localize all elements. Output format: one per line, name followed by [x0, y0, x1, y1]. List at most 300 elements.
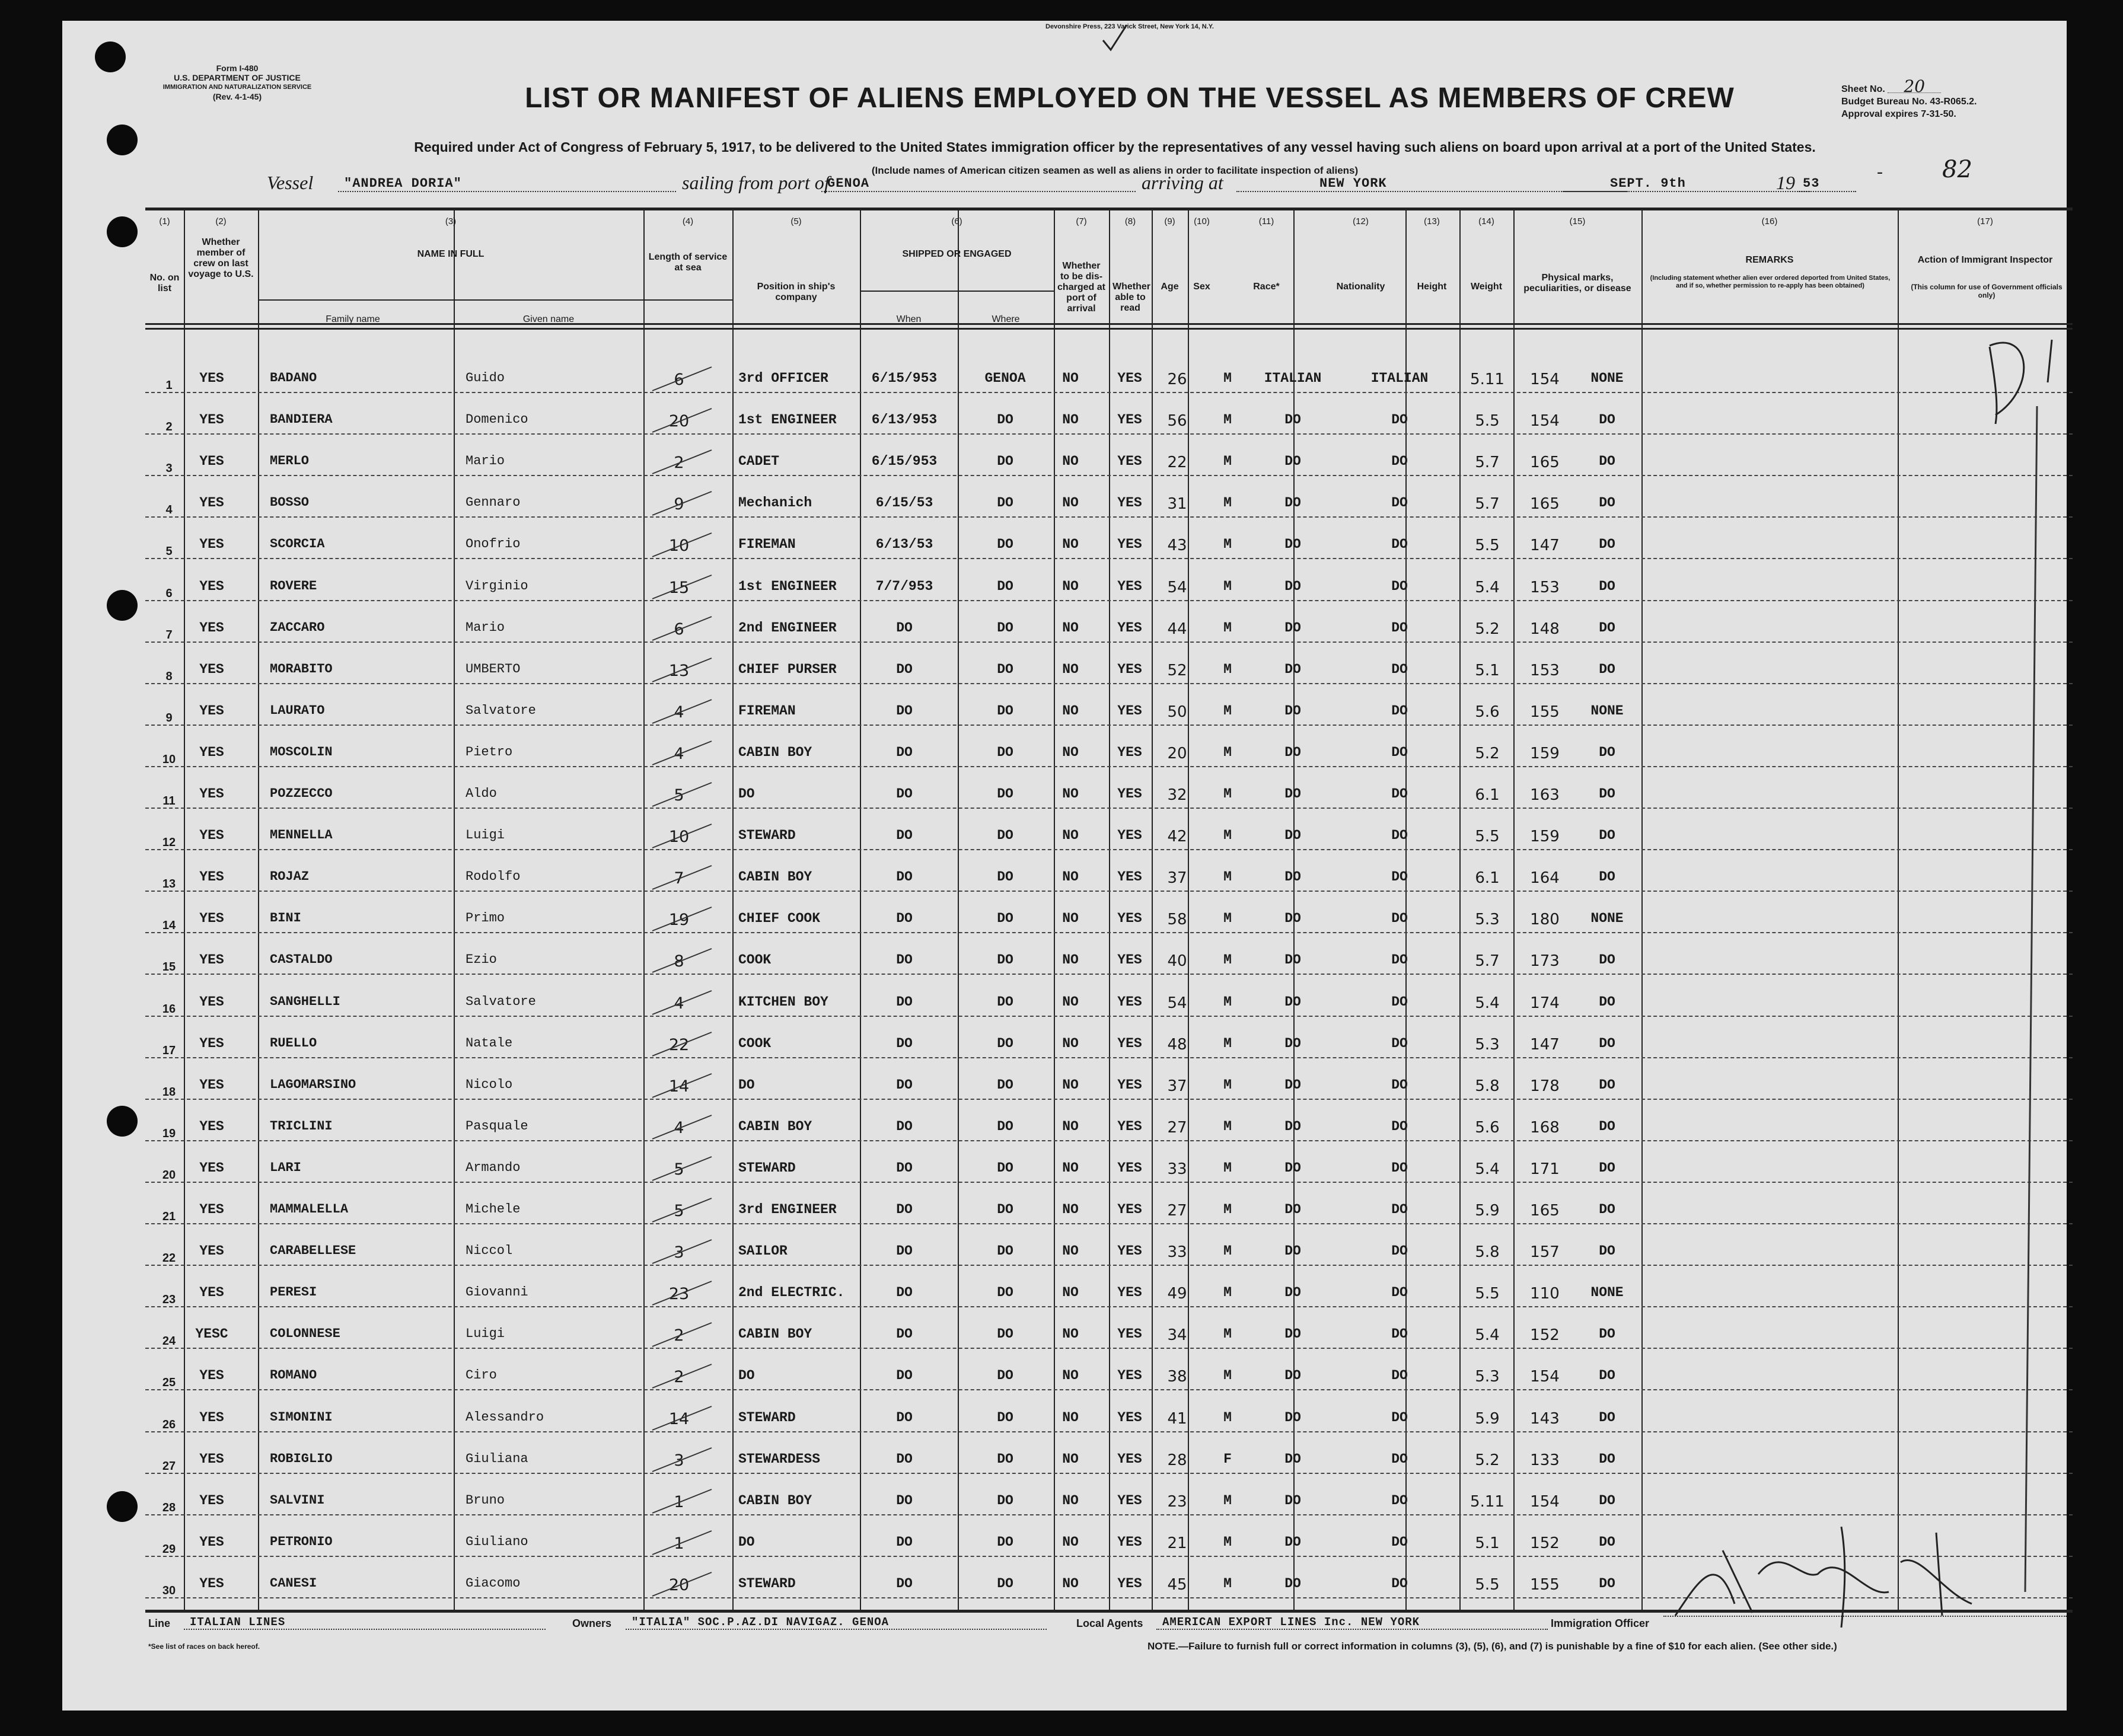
row-separator: [145, 1265, 2073, 1266]
row-number: 28: [162, 1501, 176, 1514]
sheet-info: [1841, 76, 2037, 120]
shipped-when: DO: [896, 620, 913, 636]
service-length: 7: [674, 869, 684, 888]
nationality: DO: [1391, 869, 1408, 885]
year-field: 53: [1797, 176, 1856, 192]
sex: M: [1223, 1326, 1232, 1342]
age: 33: [1167, 1243, 1187, 1261]
position: 3rd ENGINEER: [738, 1202, 837, 1217]
service-tally-mark: [646, 821, 718, 850]
service-length: 14: [668, 1077, 690, 1096]
service-length: 2: [674, 454, 684, 472]
race: DO: [1284, 1285, 1301, 1300]
given-name: Armando: [466, 1160, 521, 1175]
shipped-where: DO: [997, 911, 1013, 926]
shipped-when: DO: [896, 828, 913, 843]
shipped-where: DO: [997, 495, 1013, 510]
shipped-where: DO: [997, 454, 1013, 469]
height: 5.9: [1475, 1202, 1500, 1220]
year-prefix: 19: [1776, 172, 1795, 193]
shipped-where: DO: [997, 869, 1013, 885]
service-length: 5: [674, 1202, 684, 1220]
crew-last-voyage: YES: [199, 579, 224, 594]
vessel-label: Vessel: [267, 172, 314, 193]
age: 50: [1167, 703, 1187, 721]
age: 32: [1167, 786, 1187, 804]
physical-marks: DO: [1599, 1576, 1615, 1591]
nationality: DO: [1391, 952, 1408, 968]
weight: 110: [1530, 1285, 1560, 1303]
nationality: DO: [1391, 495, 1408, 510]
family-name: ROJAZ: [270, 869, 310, 884]
sex: M: [1223, 869, 1232, 885]
weight: 165: [1530, 495, 1560, 513]
service-length: 10: [668, 537, 690, 555]
position: CABIN BOY: [738, 1326, 812, 1342]
physical-marks: NONE: [1590, 911, 1624, 926]
service-length: 13: [668, 662, 690, 680]
row-number: 30: [162, 1584, 176, 1597]
column-number: (4): [682, 216, 694, 226]
crew-last-voyage: YES: [199, 412, 224, 427]
given-name: Rodolfo: [466, 869, 521, 884]
agents-label: Local Agents: [1076, 1617, 1143, 1629]
arriving-label: arriving at: [1142, 172, 1223, 193]
race: DO: [1284, 745, 1301, 760]
age: 38: [1167, 1368, 1187, 1386]
height: 5.5: [1475, 828, 1500, 845]
crew-last-voyage: YES: [199, 1036, 224, 1051]
family-name: SCORCIA: [270, 537, 325, 551]
service-length: 10: [668, 828, 690, 846]
service-length: 3: [674, 1243, 684, 1262]
manifest-page: [62, 21, 2067, 1711]
physical-marks: DO: [1599, 620, 1615, 636]
column-header: Nationality: [1336, 282, 1385, 292]
physical-marks: NONE: [1590, 703, 1624, 719]
to-be-discharged: NO: [1062, 745, 1079, 760]
given-name: Guido: [466, 371, 505, 385]
nationality: DO: [1391, 1410, 1408, 1425]
line-label: Line: [148, 1617, 171, 1629]
height: 6.1: [1475, 786, 1500, 804]
shipped-where: GENOA: [984, 371, 1026, 386]
crew-last-voyage: YES: [199, 537, 224, 552]
family-name: LAURATO: [270, 703, 325, 718]
able-to-read: YES: [1117, 454, 1142, 469]
physical-marks: DO: [1599, 495, 1615, 510]
row-number: 26: [162, 1418, 176, 1431]
to-be-discharged: NO: [1062, 495, 1079, 510]
nationality: DO: [1391, 911, 1408, 926]
row-number: 2: [165, 420, 173, 433]
row-number: 22: [162, 1252, 176, 1265]
family-name: CASTALDO: [270, 952, 333, 967]
physical-marks: DO: [1599, 1036, 1615, 1051]
position: STEWARD: [738, 1410, 796, 1425]
service-length: 4: [674, 1119, 684, 1137]
service-tally-mark: [646, 696, 718, 726]
race: DO: [1284, 495, 1301, 510]
column-header: No. on list: [149, 273, 180, 293]
to-be-discharged: NO: [1062, 786, 1079, 802]
age: 34: [1167, 1326, 1187, 1344]
inspector-mark: [1924, 317, 2079, 1622]
position: 2nd ELECTRIC.: [738, 1285, 845, 1300]
row-number: 3: [165, 462, 173, 475]
given-name: Luigi: [466, 828, 505, 843]
to-be-discharged: NO: [1062, 1160, 1079, 1176]
nationality: DO: [1391, 1285, 1408, 1300]
column-header: NAME IN FULL: [417, 249, 484, 259]
physical-marks: DO: [1599, 745, 1615, 760]
service-tally-mark: [646, 1070, 718, 1100]
physical-marks: DO: [1599, 537, 1615, 552]
sex: M: [1223, 537, 1232, 552]
position: STEWARD: [738, 1160, 796, 1176]
row-separator: [145, 516, 2073, 518]
age: 27: [1167, 1202, 1187, 1220]
service-length: 15: [668, 579, 690, 597]
shipped-where: DO: [997, 1160, 1013, 1176]
owners-field: "ITALIA" SOC.P.AZ.DI NAVIGAZ. GENOA: [626, 1616, 1047, 1630]
height: 5.6: [1475, 703, 1500, 721]
column-number: (3): [445, 216, 457, 226]
position: CHIEF PURSER: [738, 662, 837, 677]
given-name: Giuliana: [466, 1451, 528, 1466]
weight: 174: [1530, 994, 1560, 1012]
shipped-when: DO: [896, 1160, 913, 1176]
shipped-where: DO: [997, 1410, 1013, 1425]
able-to-read: YES: [1117, 495, 1142, 510]
column-header: Physical marks, peculiarities, or disease: [1523, 273, 1631, 293]
height: 5.7: [1475, 454, 1500, 471]
crew-last-voyage: YES: [199, 1202, 224, 1217]
service-tally-mark: [646, 1486, 718, 1515]
to-be-discharged: NO: [1062, 412, 1079, 427]
service-tally-mark: [646, 572, 718, 601]
nationality: DO: [1391, 1202, 1408, 1217]
given-name: Giuliano: [466, 1534, 528, 1549]
given-name: Virginio: [466, 579, 528, 593]
sex: M: [1223, 1243, 1232, 1259]
sex: M: [1223, 911, 1232, 926]
position: DO: [738, 786, 755, 802]
service-tally-mark: [646, 488, 718, 518]
able-to-read: YES: [1117, 662, 1142, 677]
given-name: Pasquale: [466, 1119, 528, 1134]
age: 33: [1167, 1160, 1187, 1178]
family-name: LAGOMARSINO: [270, 1077, 356, 1092]
to-be-discharged: NO: [1062, 1326, 1079, 1342]
to-be-discharged: NO: [1062, 1119, 1079, 1134]
row-number: 13: [162, 877, 176, 891]
age: 27: [1167, 1119, 1187, 1137]
to-be-discharged: NO: [1062, 1410, 1079, 1425]
nationality: ITALIAN: [1370, 371, 1429, 386]
position: FIREMAN: [738, 703, 796, 719]
row-separator: [145, 1016, 2073, 1017]
physical-marks: DO: [1599, 1451, 1615, 1467]
able-to-read: YES: [1117, 703, 1142, 719]
race: DO: [1284, 786, 1301, 802]
given-name: Luigi: [466, 1326, 505, 1341]
position: 1st ENGINEER: [738, 579, 837, 594]
nationality: DO: [1391, 1036, 1408, 1051]
service-length: 6: [674, 620, 684, 639]
height: 5.4: [1475, 1160, 1500, 1178]
crew-last-voyage: YES: [199, 994, 224, 1010]
row-number: 21: [162, 1210, 176, 1223]
age: 56: [1167, 412, 1187, 430]
service-length: 1: [674, 1493, 684, 1511]
service-tally-mark: [646, 1153, 718, 1183]
shipped-when: DO: [896, 745, 913, 760]
physical-marks: DO: [1599, 828, 1615, 843]
sex: M: [1223, 952, 1232, 968]
row-separator: [145, 1431, 2073, 1432]
given-name: Primo: [466, 911, 505, 926]
arrival-port-field: NEW YORK: [1236, 176, 1628, 192]
age: 20: [1167, 745, 1187, 762]
row-number: 9: [165, 711, 173, 725]
able-to-read: YES: [1117, 1285, 1142, 1300]
sex: M: [1223, 412, 1232, 427]
height: 5.1: [1475, 662, 1500, 679]
crew-last-voyage: YES: [199, 620, 224, 636]
height: 5.2: [1475, 620, 1500, 638]
family-name: ROMANO: [270, 1368, 317, 1383]
row-separator: [145, 1348, 2073, 1349]
position: CABIN BOY: [738, 1119, 812, 1134]
physical-marks: NONE: [1590, 371, 1624, 386]
able-to-read: YES: [1117, 1451, 1142, 1467]
column-header: Race*: [1253, 282, 1280, 292]
shipped-where: DO: [997, 1576, 1013, 1591]
to-be-discharged: NO: [1062, 703, 1079, 719]
row-separator: [145, 600, 2073, 601]
shipped-when: DO: [896, 786, 913, 802]
crew-last-voyage: YES: [199, 869, 224, 885]
nationality: DO: [1391, 828, 1408, 843]
officer-field: [1663, 1616, 2067, 1617]
age: 21: [1167, 1534, 1187, 1552]
height: 5.3: [1475, 911, 1500, 928]
family-name: MORABITO: [270, 662, 333, 676]
row-number: 1: [165, 379, 173, 392]
position: CADET: [738, 454, 780, 469]
service-length: 19: [668, 911, 690, 929]
document-subtitle: Required under Act of Congress of February 5, 1917, to be delivered to the United States immigration officer by the representatives of any vessel having such aliens on board upon arrival at a port of the United States.: [414, 139, 1816, 155]
able-to-read: YES: [1117, 828, 1142, 843]
race: DO: [1284, 1243, 1301, 1259]
family-name: SIMONINI: [270, 1410, 333, 1425]
row-number: 16: [162, 1003, 176, 1016]
weight: 147: [1530, 1036, 1560, 1054]
able-to-read: YES: [1117, 537, 1142, 552]
column-header: Sex: [1193, 282, 1210, 292]
row-number: 6: [165, 587, 173, 600]
service-tally-mark: [646, 1527, 718, 1557]
age: 40: [1167, 952, 1187, 970]
service-tally-mark: [646, 1278, 718, 1307]
shipped-where: DO: [997, 745, 1013, 760]
race: DO: [1284, 1036, 1301, 1051]
shipped-where: DO: [997, 1285, 1013, 1300]
shipped-when: DO: [896, 1326, 913, 1342]
budget-bureau-number: Budget Bureau No. 43-R065.2.: [1841, 97, 1977, 107]
able-to-read: YES: [1117, 371, 1142, 386]
shipped-where: DO: [997, 537, 1013, 552]
dash-mark: -: [1877, 162, 1883, 181]
physical-marks: DO: [1599, 786, 1615, 802]
able-to-read: YES: [1117, 1036, 1142, 1051]
nationality: DO: [1391, 454, 1408, 469]
race: DO: [1284, 579, 1301, 594]
family-name: MOSCOLIN: [270, 745, 333, 760]
weight: 163: [1530, 786, 1560, 804]
sex: M: [1223, 1119, 1232, 1134]
shipped-where: DO: [997, 662, 1013, 677]
service-tally-mark: [646, 613, 718, 643]
row-number: 7: [165, 628, 173, 642]
age: 48: [1167, 1036, 1187, 1054]
shipped-when: DO: [896, 662, 913, 677]
column-number: (6): [951, 216, 962, 226]
given-name: Giacomo: [466, 1576, 521, 1591]
shipped-where: DO: [997, 952, 1013, 968]
form-number: Form I-480: [216, 63, 259, 73]
column-number: (17): [1977, 216, 1993, 226]
to-be-discharged: NO: [1062, 1202, 1079, 1217]
physical-marks: DO: [1599, 952, 1615, 968]
physical-marks: DO: [1599, 1077, 1615, 1093]
nationality: DO: [1391, 1534, 1408, 1550]
height: 5.9: [1475, 1410, 1500, 1428]
column-number: (5): [790, 216, 802, 226]
given-name: Mario: [466, 620, 505, 635]
sex: M: [1223, 828, 1232, 843]
race: DO: [1284, 952, 1301, 968]
crew-last-voyage: YES: [199, 952, 224, 968]
to-be-discharged: NO: [1062, 371, 1079, 386]
shipped-where: DO: [997, 1326, 1013, 1342]
column-header: Whether to be dis-charged at port of arrival: [1057, 261, 1105, 314]
service-tally-mark: [646, 1361, 718, 1390]
sheet-number: 20: [1888, 80, 1941, 93]
inspector-note: (This column for use of Government officials only): [1911, 283, 2063, 299]
row-separator: [145, 974, 2073, 975]
age: 31: [1167, 495, 1187, 513]
service-length: 20: [668, 412, 690, 430]
service-length: 4: [674, 703, 684, 722]
able-to-read: YES: [1117, 412, 1142, 427]
column-number: (2): [215, 216, 227, 226]
service-length: 14: [668, 1410, 690, 1428]
service-tally-mark: [646, 1112, 718, 1141]
row-separator: [145, 725, 2073, 726]
page-mark: 82: [1942, 156, 1972, 183]
position: COOK: [738, 952, 772, 968]
row-separator: [145, 1099, 2073, 1100]
height: 5.5: [1475, 1285, 1500, 1303]
position: Mechanich: [738, 495, 812, 510]
physical-marks: NONE: [1590, 1285, 1624, 1300]
vessel-name-field: "ANDREA DORIA": [338, 176, 676, 192]
row-separator: [145, 392, 2073, 393]
shipped-where: DO: [997, 579, 1013, 594]
age: 41: [1167, 1410, 1187, 1428]
sheet-label: Sheet No.: [1841, 84, 1885, 94]
able-to-read: YES: [1117, 911, 1142, 926]
header-subdivider: [860, 291, 1054, 292]
race: DO: [1284, 703, 1301, 719]
sex: M: [1223, 994, 1232, 1010]
family-name: MERLO: [270, 454, 310, 468]
service-tally-mark: [646, 405, 718, 435]
family-name: ROVERE: [270, 579, 317, 593]
weight: 180: [1530, 911, 1560, 928]
nationality: DO: [1391, 1119, 1408, 1134]
service-length: 2: [674, 1326, 684, 1345]
column-number: (8): [1124, 216, 1136, 226]
check-mark-icon: [1100, 24, 1130, 53]
age: 43: [1167, 537, 1187, 554]
service-tally-mark: [646, 363, 718, 393]
row-number: 29: [162, 1543, 176, 1556]
service-tally-mark: [646, 1569, 718, 1598]
row-separator: [145, 558, 2073, 559]
able-to-read: YES: [1117, 994, 1142, 1010]
family-name: ZACCARO: [270, 620, 325, 635]
shipped-where: DO: [997, 412, 1013, 427]
form-revision: (Rev. 4-1-45): [212, 92, 262, 101]
to-be-discharged: NO: [1062, 1368, 1079, 1383]
row-separator: [145, 1389, 2073, 1390]
shipped-where: DO: [997, 1368, 1013, 1383]
column-header: Weight: [1470, 282, 1503, 292]
shipped-where: DO: [997, 994, 1013, 1010]
shipped-when: DO: [896, 1243, 913, 1259]
position: 2nd ENGINEER: [738, 620, 837, 636]
given-name-subheader: Given name: [522, 314, 575, 324]
row-separator: [145, 1223, 2073, 1224]
column-number: (15): [1569, 216, 1586, 226]
crew-last-voyage: YES: [199, 828, 224, 843]
weight: 168: [1530, 1119, 1560, 1137]
family-name: MAMMALELLA: [270, 1202, 349, 1217]
shipped-where: DO: [997, 786, 1013, 802]
weight: 165: [1530, 454, 1560, 471]
position: STEWARD: [738, 828, 796, 843]
agents-field: AMERICAN EXPORT LINES Inc. NEW YORK: [1156, 1616, 1548, 1630]
family-name: PETRONIO: [270, 1534, 333, 1549]
age: 45: [1167, 1576, 1187, 1594]
nationality: DO: [1391, 745, 1408, 760]
service-tally-mark: [646, 738, 718, 767]
family-name-subheader: Family name: [326, 314, 380, 324]
service-tally-mark: [646, 1236, 718, 1266]
able-to-read: YES: [1117, 1202, 1142, 1217]
officer-label: Immigration Officer: [1551, 1617, 1650, 1629]
row-number: 19: [162, 1127, 176, 1140]
height: 5.1: [1475, 1534, 1500, 1552]
sex: M: [1223, 1493, 1232, 1508]
able-to-read: YES: [1117, 1368, 1142, 1383]
service-tally-mark: [646, 945, 718, 975]
to-be-discharged: NO: [1062, 911, 1079, 926]
shipped-when: 6/15/53: [875, 495, 933, 510]
